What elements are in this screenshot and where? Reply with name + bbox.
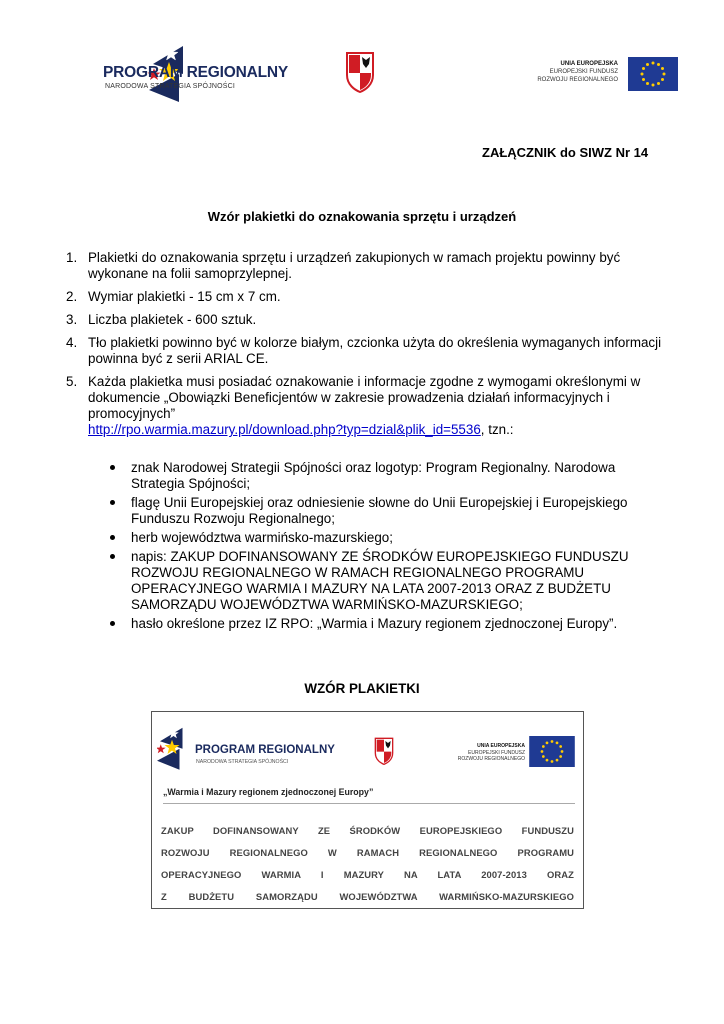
- eu-text-block: [500, 60, 618, 84]
- bullet-item: [110, 549, 670, 613]
- bullet-text: herb województwa warmińsko-mazurskiego;: [131, 530, 393, 545]
- bullet-item: [110, 460, 670, 492]
- item-text: Wymiar plakietki - 15 cm x 7 cm.: [88, 289, 281, 304]
- item-number: 3.: [66, 312, 78, 327]
- bullet-dot-icon: [110, 554, 115, 559]
- bullet-dot-icon: [110, 535, 115, 540]
- requirements-list: [58, 250, 672, 445]
- bullet-item: [110, 495, 670, 527]
- list-item: [58, 312, 672, 328]
- program-title: PROGRAM REGIONALNY: [103, 64, 288, 81]
- sample-heading: WZÓR PLAKIETKI: [304, 681, 420, 696]
- plate-slogan: „Warmia i Mazury regionem zjednoczonej Europy”: [163, 787, 374, 797]
- plate-eu-label: UNIA EUROPEJSKA: [477, 743, 525, 749]
- bullet-dot-icon: [110, 465, 115, 470]
- bullet-text: hasło określone przez IZ RPO: „Warmia i Mazury regionem zjednoczonej Europy”.: [131, 616, 618, 631]
- item-number: 1.: [66, 250, 78, 265]
- document-title: Wzór plakietki do oznakowania sprzętu i urządzeń: [207, 209, 517, 224]
- bullet-item: [110, 616, 670, 632]
- plate-eu-fund-label-2: ROZWOJU REGIONALNEGO: [457, 756, 525, 762]
- plate-caption-line: ROZWOJU REGIONALNEGO W RAMACH REGIONALNEGO PROGRAMU: [161, 847, 574, 858]
- plate-caption-line: OPERACYJNEGO WARMIA I MAZURY NA LATA 2007-2013 ORAZ: [161, 869, 574, 880]
- item-text: Tło plakietki powinno być w kolorze białym, czcionka użyta do określenia wymaganych informacji powinna być z serii ARIAL CE.: [88, 335, 662, 366]
- item-text-suffix: , tzn.:: [480, 422, 514, 437]
- bullet-dot-icon: [110, 500, 115, 505]
- list-item: [58, 289, 672, 305]
- voivodeship-coat-of-arms-icon: [345, 51, 375, 93]
- document-link[interactable]: http://rpo.warmia.mazury.pl/download.php?typ=dzial&plik_id=5536: [88, 422, 481, 437]
- list-item: [58, 335, 672, 367]
- bullet-dot-icon: [110, 621, 115, 626]
- bullet-item: [110, 530, 670, 546]
- plate-divider: [163, 803, 575, 804]
- item-text: Każda plakietka musi posiadać oznakowanie i informacje zgodne z wymogami określonymi w dokumencie „Obowiązki Beneficjentów w zakresie prowadzenia działań informacyjnych i promocyjnych”: [88, 374, 641, 421]
- list-item: [58, 374, 672, 438]
- plate-program-title: PROGRAM REGIONALNY: [195, 744, 335, 756]
- eu-fund-label: EUROPEJSKI FUNDUSZ: [549, 69, 618, 75]
- plate-caption: [161, 820, 574, 908]
- attachment-label: ZAŁĄCZNIK do SIWZ Nr 14: [482, 145, 649, 160]
- bullet-text: napis: ZAKUP DOFINANSOWANY ZE ŚRODKÓW EUROPEJSKIEGO FUNDUSZU ROZWOJU REGIONALNEGO W RAMACH REGIONALNEGO PROGRAMU OPERACYJNEGO WARMIA I MAZURY NA LATA 2007-2013 ORAZ Z BUDŻETU SAMORZĄDU WOJEWÓDZTWA WARMIŃSKO-MAZURSKIEGO;: [131, 549, 629, 612]
- item-text: Plakietki do oznakowania sprzętu i urządzeń zakupionych w ramach projektu powinny być wykonane na folii samoprzylepnej.: [88, 250, 621, 281]
- eu-fund-label-2: ROZWOJU REGIONALNEGO: [537, 77, 618, 83]
- plate-program-subtitle: NARODOWA STRATEGIA SPÓJNOŚCI: [196, 759, 289, 765]
- program-subtitle: NARODOWA STRATEGIA SPÓJNOŚCI: [105, 83, 236, 90]
- list-item: [58, 250, 672, 282]
- eu-flag-icon: [628, 57, 678, 91]
- nss-star-logo-icon: [157, 726, 193, 770]
- plate-eu-fund-label: EUROPEJSKI FUNDUSZ: [468, 749, 525, 756]
- item-text: Liczba plakietek - 600 sztuk.: [88, 312, 257, 327]
- plate-caption-line: Z BUDŻETU SAMORZĄDU WOJEWÓDZTWA WARMIŃSKO-MAZURSKIEGO: [161, 891, 574, 902]
- bullet-text: znak Narodowej Strategii Spójności oraz logotyp: Program Regionalny. Narodowa Strategia Spójności;: [131, 460, 616, 491]
- marking-elements-list: [110, 460, 670, 635]
- item-number: 2.: [66, 289, 78, 304]
- eu-label: UNIA EUROPEJSKA: [560, 61, 618, 67]
- sample-plate: [151, 711, 584, 909]
- voivodeship-coat-of-arms-icon: [374, 737, 394, 765]
- item-number: 4.: [66, 335, 78, 350]
- bullet-text: flagę Unii Europejskiej oraz odniesienie słowne do Unii Europejskiej i Europejskiego Funduszu Rozwoju Regionalnego;: [131, 495, 628, 526]
- eu-flag-icon: [529, 736, 575, 767]
- plate-caption-line: ZAKUP DOFINANSOWANY ZE ŚRODKÓW EUROPEJSKIEGO FUNDUSZU: [161, 825, 574, 836]
- plate-eu-text-block: [439, 743, 525, 763]
- item-number: 5.: [66, 374, 78, 389]
